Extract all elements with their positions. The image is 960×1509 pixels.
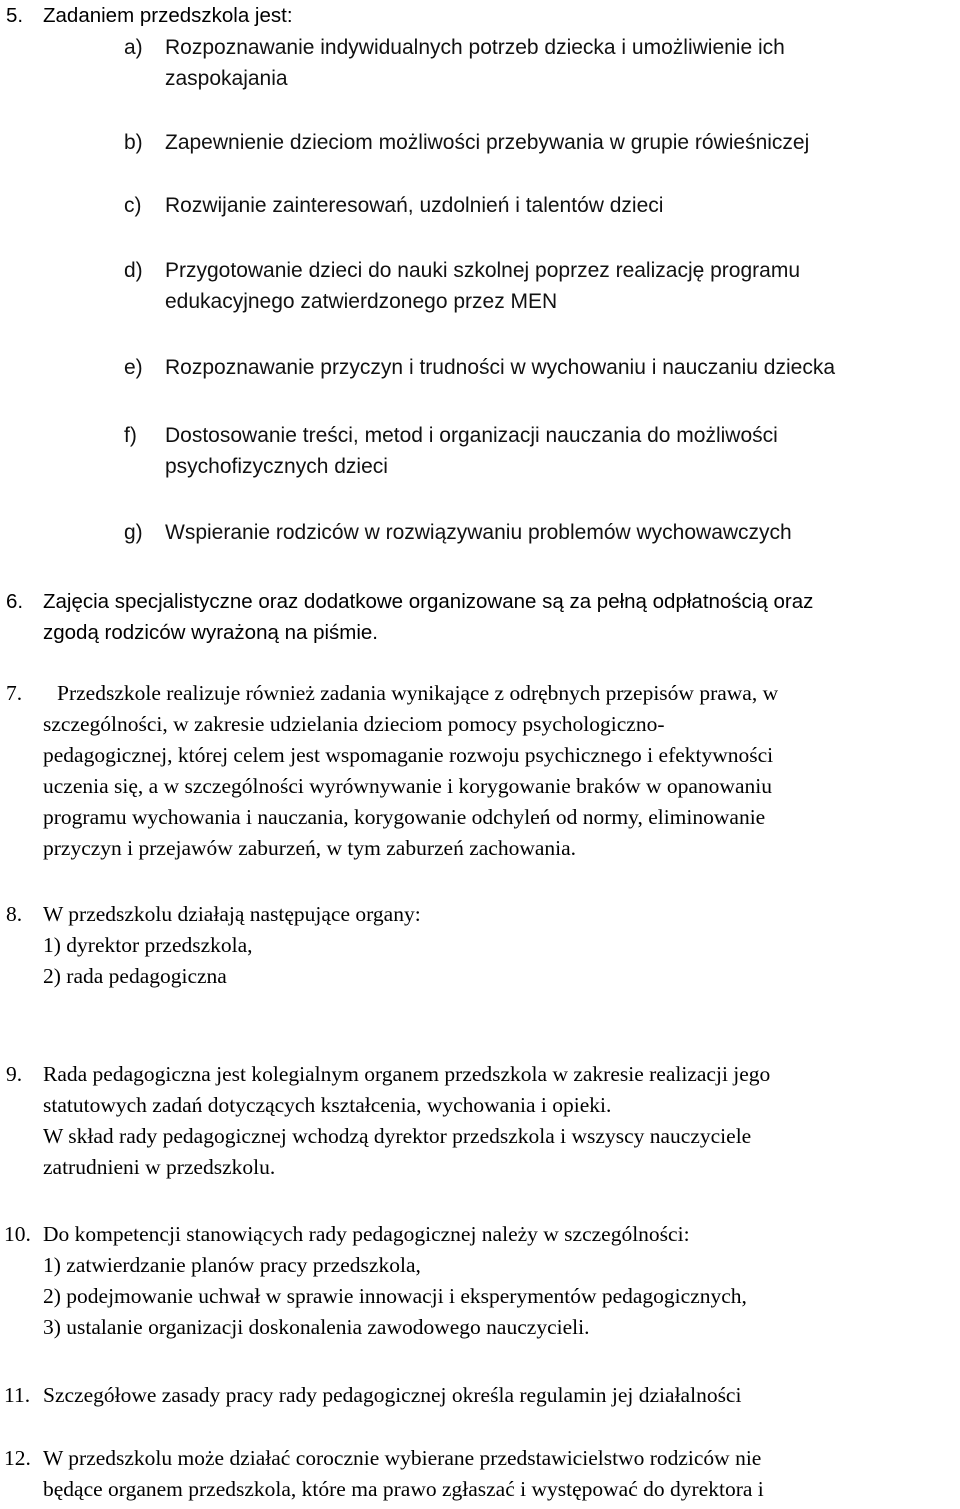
paragraph-line: będące organem przedszkola, które ma prawo zgłaszać i występować do dyrektora i bbox=[43, 1477, 764, 1501]
item-7-number: 7. bbox=[6, 681, 23, 705]
paragraph-line: 1) zatwierdzanie planów pracy przedszkola, bbox=[43, 1253, 421, 1277]
list-item-label: c) bbox=[124, 194, 142, 217]
paragraph-line: Zajęcia specjalistyczne oraz dodatkowe organizowane są za pełną odpłatnością oraz bbox=[43, 590, 814, 613]
paragraph-line: W przedszkolu może działać corocznie wybierane przedstawicielstwo rodziców nie bbox=[43, 1446, 762, 1470]
paragraph-line: 2) podejmowanie uchwał w sprawie innowacji i eksperymentów pedagogicznych, bbox=[43, 1284, 747, 1308]
paragraph-line: zgodą rodziców wyrażoną na piśmie. bbox=[43, 621, 378, 644]
paragraph-line: W przedszkolu działają następujące organy: bbox=[43, 902, 421, 926]
list-item-label: d) bbox=[124, 259, 143, 282]
list-item-text: Rozwijanie zainteresowań, uzdolnień i talentów dzieci bbox=[165, 194, 664, 217]
paragraph-line: 1) dyrektor przedszkola, bbox=[43, 933, 253, 957]
item-10-number: 10. bbox=[4, 1222, 31, 1246]
paragraph-line: Do kompetencji stanowiących rady pedagogicznej należy w szczególności: bbox=[43, 1222, 690, 1246]
item-5-heading: Zadaniem przedszkola jest: bbox=[43, 4, 293, 27]
item-6-number: 6. bbox=[6, 590, 24, 613]
item-12-number: 12. bbox=[4, 1446, 31, 1470]
paragraph-line: przyczyn i przejawów zaburzeń, w tym zaburzeń zachowania. bbox=[43, 836, 577, 860]
list-item-text: Zapewnienie dzieciom możliwości przebywania w grupie rówieśniczej bbox=[165, 131, 810, 154]
list-item-text: edukacyjnego zatwierdzonego przez MEN bbox=[165, 290, 558, 313]
list-item-label: e) bbox=[124, 356, 143, 379]
paragraph-line: 2) rada pedagogiczna bbox=[43, 964, 227, 988]
list-item-text: Rozpoznawanie przyczyn i trudności w wychowaniu i nauczaniu dziecka bbox=[165, 356, 836, 379]
item-11-number: 11. bbox=[4, 1383, 31, 1407]
item-9-number: 9. bbox=[6, 1062, 23, 1086]
paragraph-line: Rada pedagogiczna jest kolegialnym organem przedszkola w zakresie realizacji jego bbox=[43, 1062, 771, 1086]
list-item-text: zaspokajania bbox=[165, 67, 288, 90]
paragraph-line: pedagogicznej, której celem jest wspomaganie rozwoju psychicznego i efektywności bbox=[43, 743, 774, 767]
list-item-text: Przygotowanie dzieci do nauki szkolnej poprzez realizację programu bbox=[165, 259, 800, 282]
paragraph-line: Przedszkole realizuje również zadania wynikające z odrębnych przepisów prawa, w bbox=[57, 681, 779, 705]
list-item-text: Wspieranie rodziców w rozwiązywaniu problemów wychowawczych bbox=[165, 521, 792, 544]
list-item-label: g) bbox=[124, 521, 143, 544]
list-item-text: psychofizycznych dzieci bbox=[165, 455, 388, 478]
paragraph-line: 3) ustalanie organizacji doskonalenia zawodowego nauczycieli. bbox=[43, 1315, 590, 1339]
list-item-text: Rozpoznawanie indywidualnych potrzeb dziecka i umożliwienie ich bbox=[165, 36, 785, 59]
paragraph-line: zatrudnieni w przedszkolu. bbox=[43, 1155, 276, 1179]
paragraph-line: Szczegółowe zasady pracy rady pedagogicznej określa regulamin jej działalności bbox=[43, 1383, 742, 1407]
item-8-number: 8. bbox=[6, 902, 23, 926]
list-item-text: Dostosowanie treści, metod i organizacji nauczania do możliwości bbox=[165, 424, 778, 447]
list-item-label: a) bbox=[124, 36, 143, 59]
paragraph-line: szczególności, w zakresie udzielania dzieciom pomocy psychologiczno- bbox=[43, 712, 665, 736]
paragraph-line: statutowych zadań dotyczących kształcenia, wychowania i opieki. bbox=[43, 1093, 612, 1117]
item-5-number: 5. bbox=[6, 4, 24, 27]
list-item-label: f) bbox=[124, 424, 137, 447]
paragraph-line: uczenia się, a w szczególności wyrównywanie i korygowanie braków w opanowaniu bbox=[43, 774, 772, 798]
list-item-label: b) bbox=[124, 131, 143, 154]
paragraph-line: W skład rady pedagogicznej wchodzą dyrektor przedszkola i wszyscy nauczyciele bbox=[43, 1124, 752, 1148]
paragraph-line: programu wychowania i nauczania, korygowanie odchyleń od normy, eliminowanie bbox=[43, 805, 766, 829]
